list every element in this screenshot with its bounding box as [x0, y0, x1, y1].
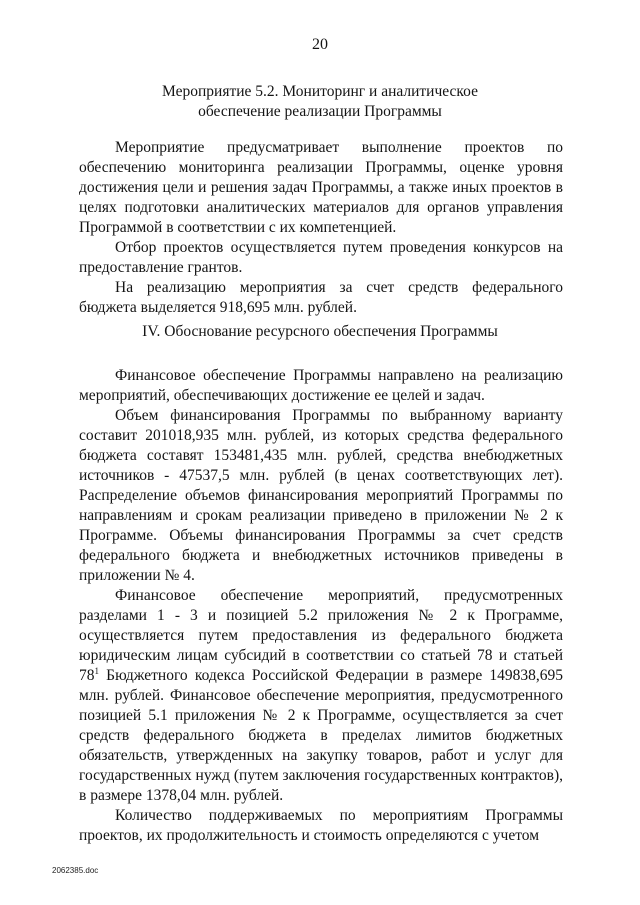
paragraph-with-footnote — [79, 586, 563, 806]
paragraph: Объем финансирования Программы по выбранному варианту составит 201018,935 млн. рублей, из которых средства федерального бюджета составят 153481,435 млн. рублей, средства внебюджетных источников - 47537,5 млн. рублей (в ценах соответствующих лет). Распределение объемов финансирования мероприятий Программы по направлениям и срокам реализации приведено в приложении № 2 к Программе. Объемы финансирования Программы за счет средств федерального бюджета и внебюджетных источников приведены в приложении № 4. — [79, 407, 563, 584]
paragraph-text: Финансовое обеспечение мероприятий, предусмотренных разделами 1 - 3 и позицией 5.2 приложения № 2 к Программе, осуществляется путем предоставления из федерального бюджета юридическим лицам субсидий в соответствии со статьей 78 и статьей 78 — [79, 587, 563, 684]
section2-body — [79, 366, 563, 846]
page-number: 20 — [312, 36, 328, 53]
paragraph: Финансовое обеспечение Программы направлено на реализацию мероприятий, обеспечивающих достижение ее целей и задач. — [79, 367, 563, 404]
paragraph: На реализацию мероприятия за счет средств федерального бюджета выделяется 918,695 млн. рублей. — [79, 279, 563, 316]
section-heading-measure-5-2 — [60, 82, 580, 122]
paragraph: Отбор проектов осуществляется путем проведения конкурсов на предоставление грантов. — [79, 239, 563, 276]
paragraph: Мероприятие предусматривает выполнение проектов по обеспечению мониторинга реализации Программы, оценке уровня достижения цели и решения задач Программы, а также иных проектов в целях подготовки аналитических материалов для органов управления Программой в соответствии с их компетенцией. — [79, 139, 563, 236]
superscript-marker: 1 — [94, 665, 99, 676]
document-filename: 2062385.doc — [52, 866, 99, 875]
section1-body — [79, 138, 563, 318]
section-heading-resource-provision: IV. Обоснование ресурсного обеспечения Программы — [142, 323, 498, 340]
heading-line-2: обеспечение реализации Программы — [198, 103, 442, 120]
heading-line-1: Мероприятие 5.2. Мониторинг и аналитическое — [162, 83, 478, 100]
paragraph-continuation: Бюджетного кодекса Российской Федерации в размере 149838,695 млн. рублей. Финансовое обеспечение мероприятия, предусмотренного позицией 5.1 приложения № 2 к Программе, осуществляется за счет средств федерального бюджета в пределах лимитов бюджетных обязательств, утвержденных на закупку товаров, работ и услуг для государственных нужд (путем заключения государственных контрактов), в размере 1378,04 млн. рублей. — [79, 667, 563, 804]
paragraph: Количество поддерживаемых по мероприятиям Программы проектов, их продолжительность и стоимость определяются с учетом — [79, 807, 563, 844]
